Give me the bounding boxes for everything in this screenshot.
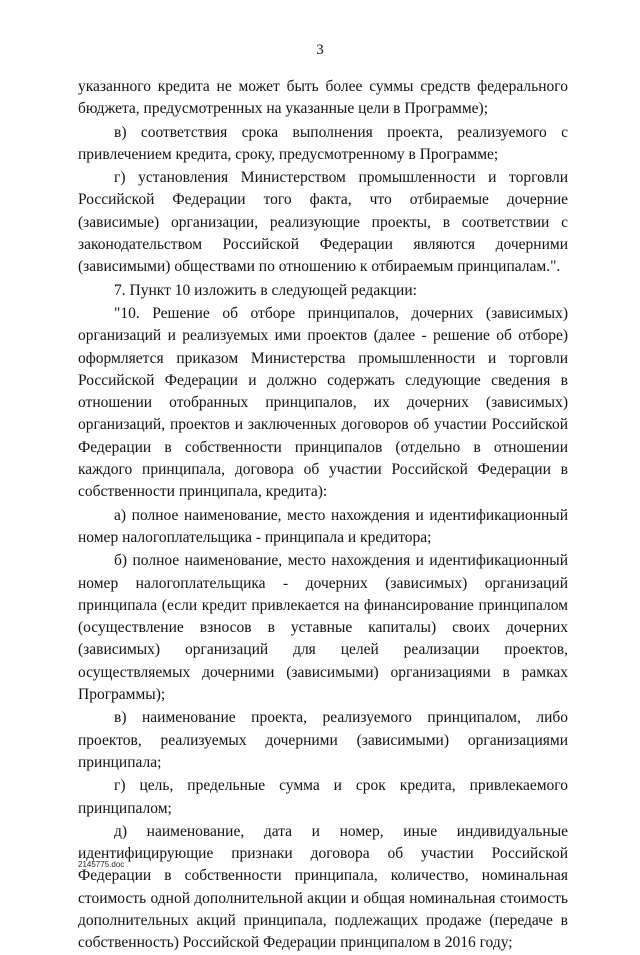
document-body	[78, 76, 568, 955]
paragraph-sub-v: в) наименование проекта, реализуемого принципалом, либо проектов, реализуемых дочерними (зависимыми) организациями принципала;	[78, 709, 568, 771]
paragraph-point-7: 7. Пункт 10 изложить в следующей редакции:	[114, 281, 417, 299]
paragraph-sub-b: б) полное наименование, место нахождения и идентификационный номер налогоплательщика - дочерних (зависимых) организаций принципала (если кредит привлекается на финансирование принципалом (осуществление взносов в уставные капиталы) своих дочерних (зависимых) организаций для целей реализации проектов, осуществляемых дочерними (зависимыми) организациями в рамках Программы);	[78, 552, 568, 704]
paragraph-item-v: в) соответствия срока выполнения проекта, реализуемого с привлечением кредита, сроку, предусмотренному в Программе;	[78, 123, 568, 163]
page-number: 3	[316, 42, 324, 58]
paragraph-sub-a: а) полное наименование, место нахождения и идентификационный номер налогоплательщика - принципала и кредитора;	[78, 506, 568, 546]
paragraph-sub-g: г) цель, предельные сумма и срок кредита, привлекаемого принципалом;	[78, 777, 568, 817]
paragraph-point-10: "10. Решение об отборе принципалов, дочерних (зависимых) организаций и реализуемых ими проектов (далее - решение об отборе) оформляется приказом Министерства промышленности и торговли Российской Федерации и должно содержать следующие сведения в отношении отобранных принципалов, их дочерних (зависимых) организаций, проектов и заключенных договоров об участии Российской Федерации в собственности принципалов (отдельно в отношении каждого принципала, договора об участии Российской Федерации в собственности принципала, кредита):	[78, 304, 568, 501]
paragraph-item-g: г) установления Министерством промышленности и торговли Российской Федерации того факта, что отбираемые дочерние (зависимые) организации, реализующие проекты, в соответствии с законодательством Российской Федерации являются дочерними (зависимыми) обществами по отношению к отбираемым принципалам.".	[78, 169, 568, 276]
paragraph-continuation: указанного кредита не может быть более суммы средств федерального бюджета, предусмотренных на указанные цели в Программе);	[78, 78, 568, 118]
document-filename: 2145775.doc	[78, 860, 125, 869]
paragraph-sub-d: д) наименование, дата и номер, иные индивидуальные идентифицирующие признаки договора об участии Российской Федерации в собственности принципала, количество, номинальная стоимость одной дополнительной акции и общая номинальная стоимость дополнительных акций принципала, подлежащих продаже (передаче в собственность) Российской Федерации принципалом в 2016 году;	[78, 822, 568, 952]
